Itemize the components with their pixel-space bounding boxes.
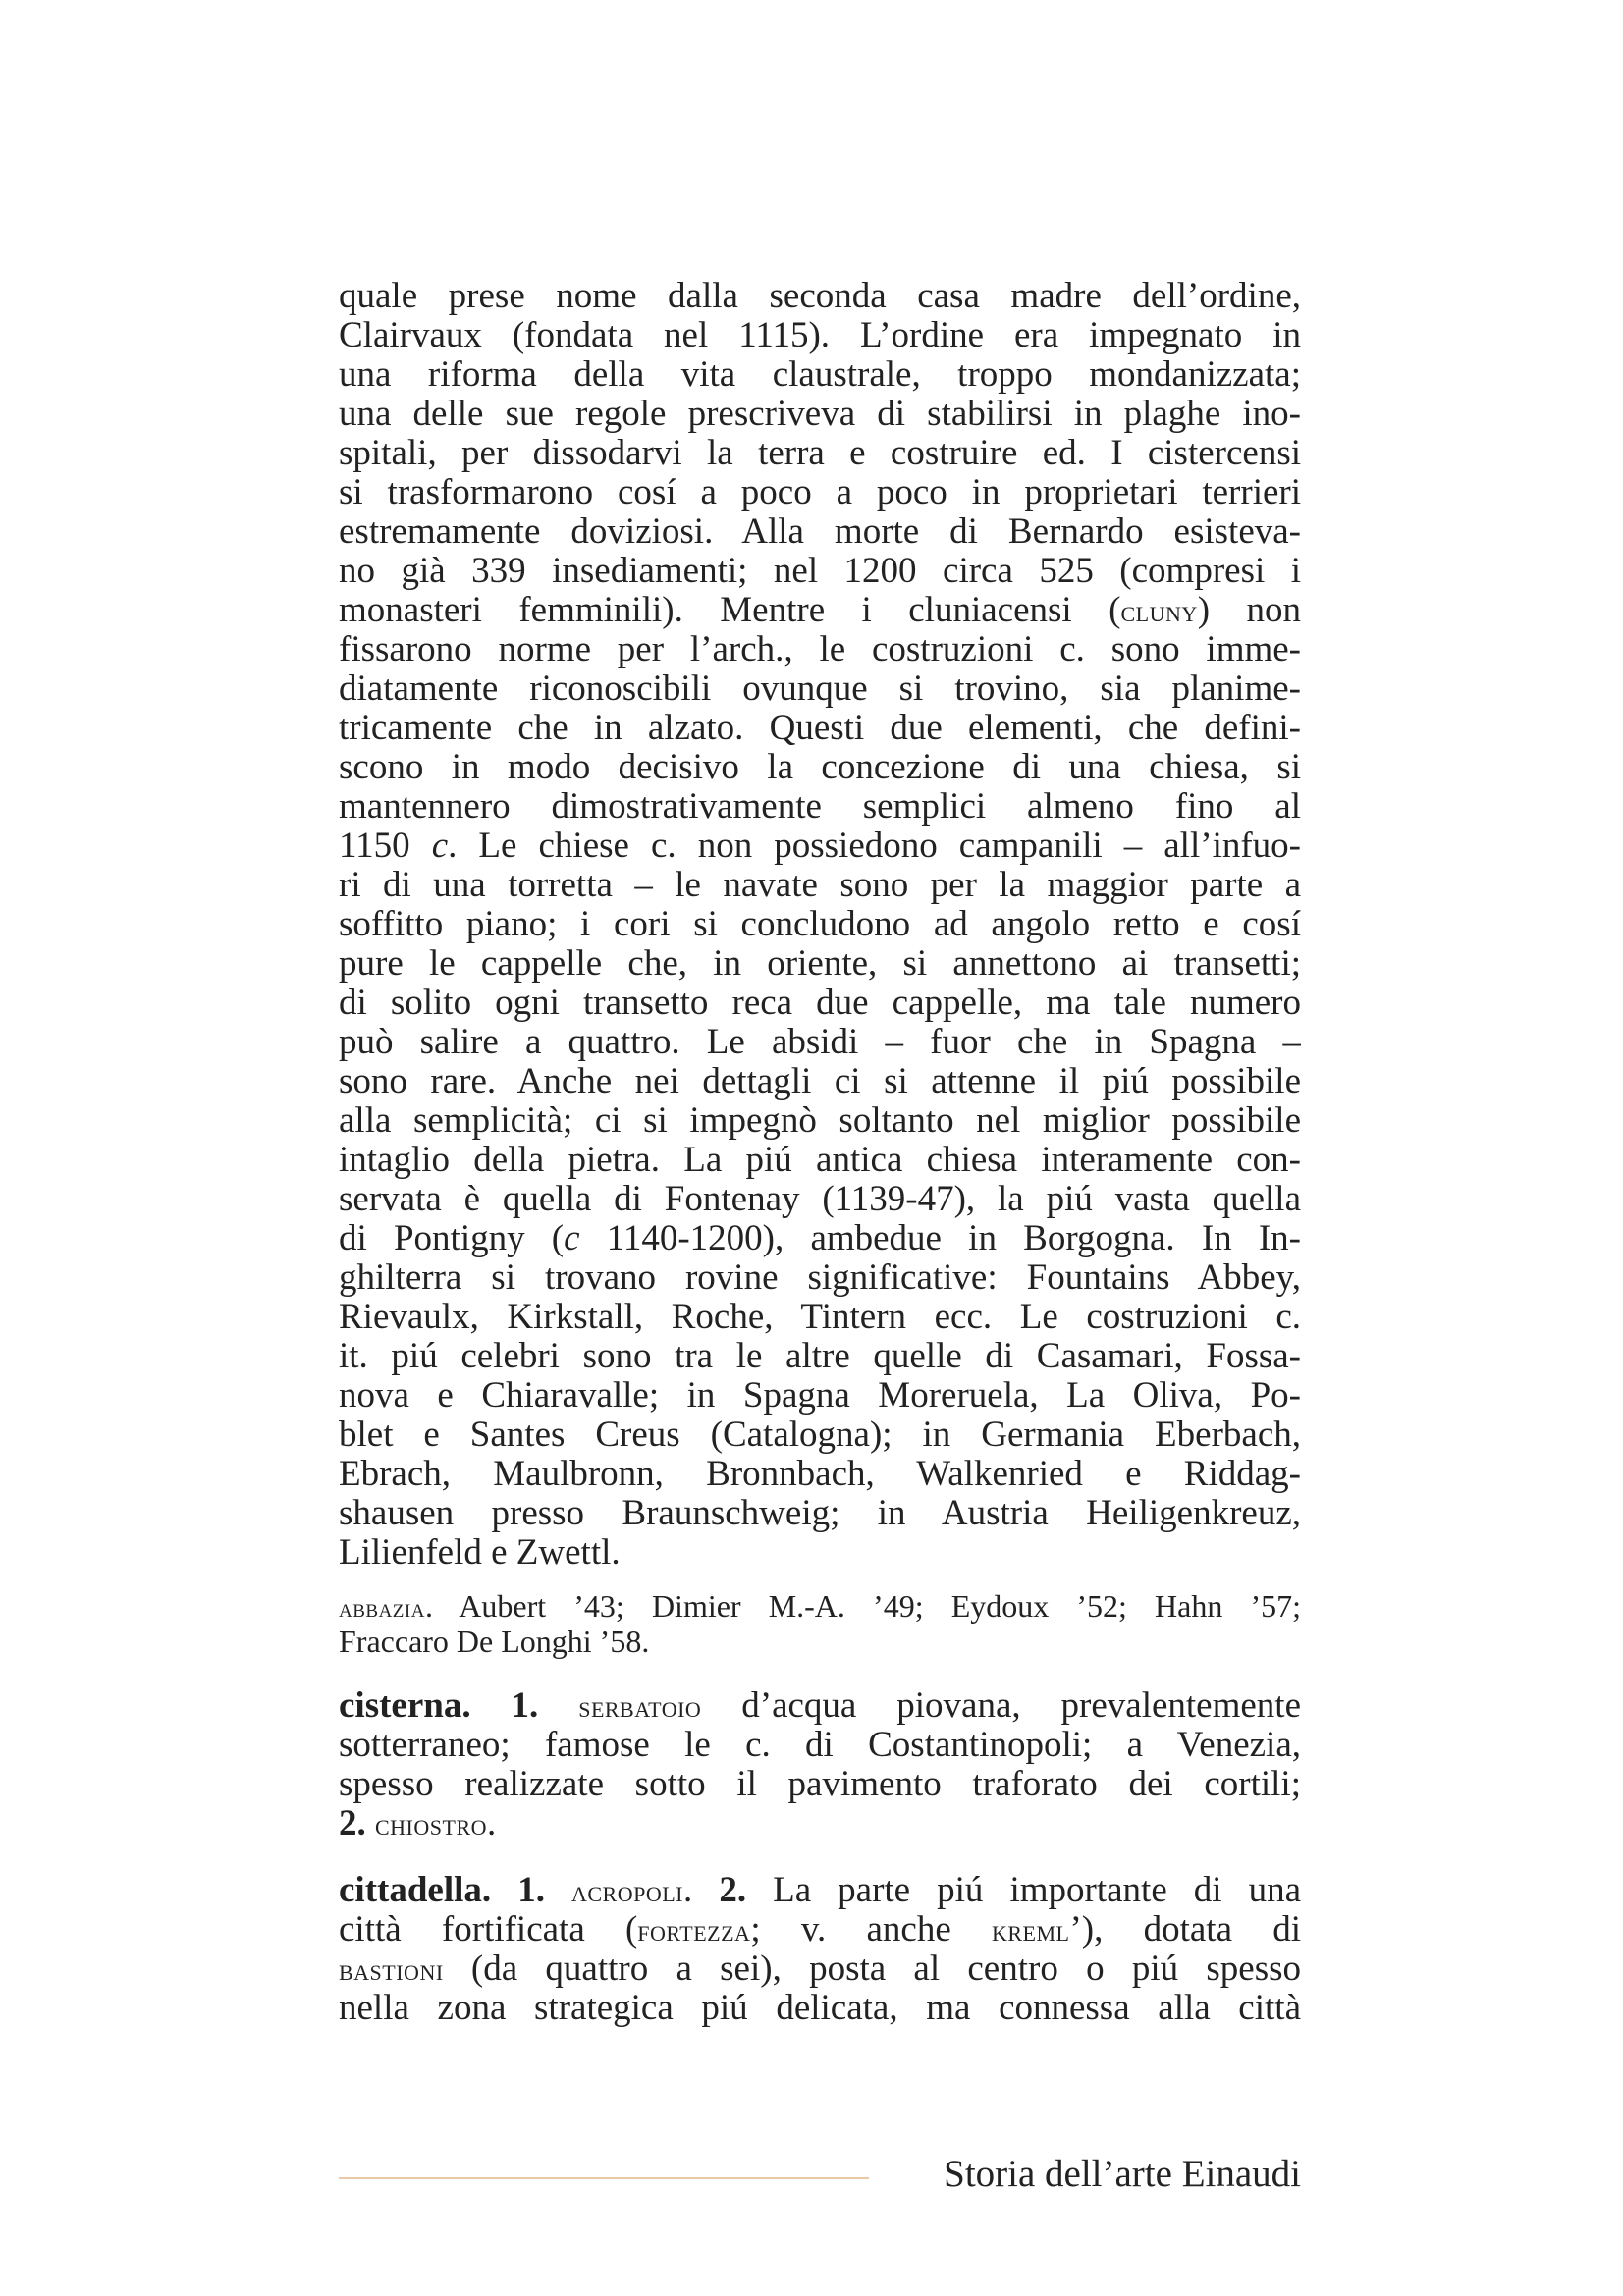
entry-headword: cittadella.: [339, 1871, 492, 1910]
cross-reference-fortezza[interactable]: fortezza: [637, 1913, 751, 1948]
circa-abbreviation: c: [564, 1219, 580, 1258]
text-line: Lilienfeld e Zwettl.: [339, 1533, 621, 1573]
text-line: it. piú celebri sono tra le altre quelle di Casamari, Fossa-: [339, 1337, 1301, 1376]
text-fragment: .: [487, 1804, 497, 1843]
text-fragment: d’acqua piovana, prevalentemente: [701, 1686, 1301, 1726]
text-line: si trasformarono cosí a poco a poco in proprietari terrieri: [339, 473, 1301, 512]
text-line: [339, 1871, 1301, 1910]
text-line: tricamente che in alzato. Questi due elementi, che defini-: [339, 709, 1301, 748]
entry-headword: cisterna.: [339, 1686, 471, 1726]
text-line: spitali, per dissodarvi la terra e costruire ed. I cistercensi: [339, 434, 1301, 473]
publisher-name: Storia dell’arte Einaudi: [944, 2153, 1301, 2195]
text-line: può salire a quattro. Le absidi – fuor che in Spagna –: [339, 1023, 1301, 1062]
text-line: estremamente doviziosi. Alla morte di Bernardo esisteva-: [339, 512, 1301, 552]
text-line: pure le cappelle che, in oriente, si annettono ai transetti;: [339, 944, 1301, 984]
text-line: servata è quella di Fontenay (1139-47), la piú vasta quella: [339, 1180, 1301, 1219]
text-line: nova e Chiaravalle; in Spagna Moreruela, La Oliva, Po-: [339, 1376, 1301, 1415]
text-line: ri di una torretta – le navate sono per la maggior parte a: [339, 866, 1301, 905]
text-line: scono in modo decisivo la concezione di una chiesa, si: [339, 748, 1301, 787]
text-line: nella zona strategica piú delicata, ma connessa alla città: [339, 1989, 1301, 2028]
text-line: mantennero dimostrativamente semplici almeno fino al: [339, 787, 1301, 827]
text-line: no già 339 insediamenti; nel 1200 circa 525 (compresi i: [339, 552, 1301, 591]
footer-divider: [339, 2177, 869, 2179]
text-line: spesso realizzate sotto il pavimento traforato dei cortili;: [339, 1765, 1301, 1804]
sense-number: 2.: [719, 1871, 747, 1910]
text-line: Clairvaux (fondata nel 1115). L’ordine era impegnato in: [339, 316, 1301, 355]
text-fragment: monasteri femminili). Mentre i cluniacensi (: [339, 591, 1121, 630]
text-line: [339, 827, 1301, 866]
text-line: quale prese nome dalla seconda casa madre dell’ordine,: [339, 277, 1301, 316]
text-line: shausen presso Braunschweig; in Austria Heiligenkreuz,: [339, 1494, 1301, 1533]
text-line: [339, 1804, 1301, 1843]
text-line: Rievaulx, Kirkstall, Roche, Tintern ecc. Le costruzioni c.: [339, 1298, 1301, 1337]
text-line: Ebrach, Maulbronn, Bronnbach, Walkenried e Riddag-: [339, 1455, 1301, 1494]
reference-line: Fraccaro De Longhi ’58.: [339, 1624, 650, 1659]
cross-reference-chiostro[interactable]: chiostro: [375, 1807, 488, 1842]
cross-reference-serbatoio[interactable]: serbatoio: [578, 1689, 702, 1724]
cross-reference-abbazia[interactable]: abbazia: [339, 1593, 425, 1623]
text-line: ghilterra si trovano rovine significative: Fountains Abbey,: [339, 1258, 1301, 1298]
cross-reference-cluny[interactable]: cluny: [1120, 594, 1198, 628]
cross-reference-kreml[interactable]: kreml: [991, 1913, 1070, 1948]
text-fragment: di Pontigny (: [339, 1219, 565, 1258]
text-line: [339, 591, 1301, 630]
text-line: intaglio della pietra. La piú antica chiesa interamente con-: [339, 1141, 1301, 1180]
text-line: alla semplicità; ci si impegnò soltanto nel miglior possibile: [339, 1101, 1301, 1141]
text-fragment: ; v. anche: [750, 1910, 992, 1949]
entry-cisterna: [339, 1686, 1301, 1843]
circa-abbreviation: c: [431, 827, 449, 866]
text-line: [339, 1910, 1301, 1949]
text-line: sotterraneo; famose le c. di Costantinopoli; a Venezia,: [339, 1726, 1301, 1765]
text-line: soffitto piano; i cori si concludono ad angolo retto e cosí: [339, 905, 1301, 944]
text-line: fissarono norme per l’arch., le costruzioni c. sono imme-: [339, 630, 1301, 669]
text-line: [339, 1686, 1301, 1726]
bibliography-references: [339, 1588, 1301, 1659]
text-line: di solito ogni transetto reca due cappelle, ma tale numero: [339, 984, 1301, 1023]
text-fragment: ’), dotata di: [1069, 1910, 1301, 1949]
text-line: diatamente riconoscibili ovunque si trovino, sia planime-: [339, 669, 1301, 709]
text-fragment: città fortificata (: [339, 1910, 638, 1949]
text-fragment: (da quattro a sei), posta al centro o piú spesso: [443, 1949, 1301, 1989]
main-text-column: [339, 277, 1301, 2028]
cross-reference-bastioni[interactable]: bastioni: [339, 1952, 444, 1987]
cistercensi-paragraph: [339, 277, 1301, 1573]
sense-number: 2.: [339, 1804, 366, 1843]
text-fragment: 1150: [339, 827, 432, 866]
text-fragment: . Aubert ’43; Dimier M.-A. ’49; Eydoux ’52; Hahn ’57;: [424, 1588, 1301, 1624]
sense-number: 1.: [517, 1871, 545, 1910]
text-fragment: La parte piú importante di una: [746, 1871, 1301, 1910]
text-line: [339, 1219, 1301, 1258]
text-line: una riforma della vita claustrale, troppo mondanizzata;: [339, 355, 1301, 395]
text-fragment: .: [683, 1871, 693, 1910]
text-line: una delle sue regole prescriveva di stabilirsi in plaghe ino-: [339, 395, 1301, 434]
text-line: sono rare. Anche nei dettagli ci si attenne il piú possibile: [339, 1062, 1301, 1101]
text-fragment: ) non: [1197, 591, 1301, 630]
page-footer: [339, 2150, 1301, 2199]
sense-number: 1.: [511, 1686, 539, 1726]
text-line: [339, 1949, 1301, 1989]
text-fragment: 1140-1200), ambedue in Borgogna. In In-: [579, 1219, 1301, 1258]
entry-cittadella: [339, 1871, 1301, 2028]
reference-line: [339, 1588, 1301, 1624]
cross-reference-acropoli[interactable]: acropoli: [571, 1874, 684, 1908]
text-line: blet e Santes Creus (Catalogna); in Germania Eberbach,: [339, 1415, 1301, 1455]
text-fragment: . Le chiese c. non possiedono campanili – all’infuo-: [448, 827, 1301, 866]
